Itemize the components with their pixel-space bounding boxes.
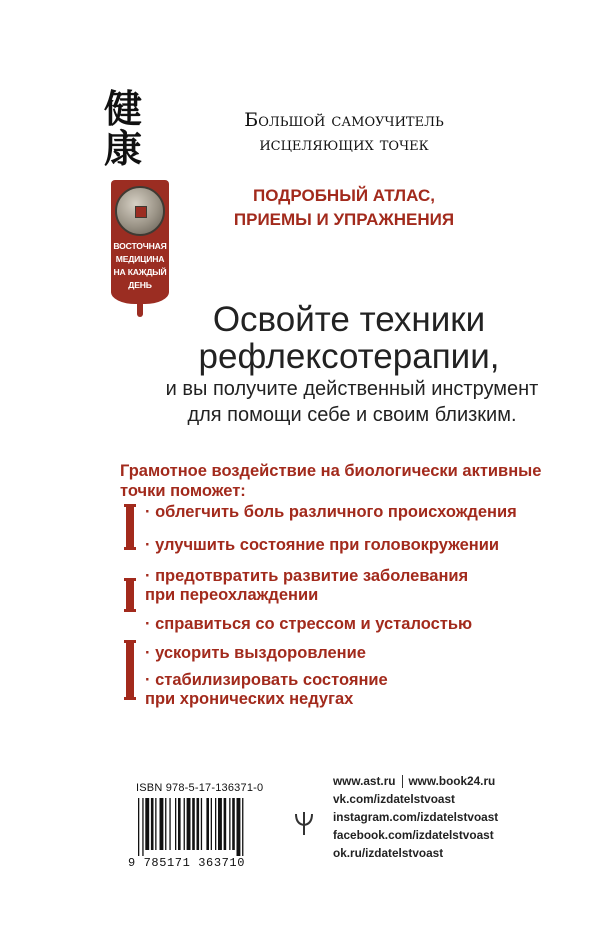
publisher-links <box>333 772 573 862</box>
headline-line-2: рефлексотерапии, <box>198 337 500 376</box>
badge-text: ВОСТОЧНАЯ МЕДИЦИНА НА КАЖДЫЙ ДЕНЬ <box>113 241 167 290</box>
link-facebook[interactable]: facebook.com/izdatelstvoast <box>333 828 494 842</box>
isbn-label: ISBN 978-5-17-136371-0 <box>136 782 264 794</box>
link-ast-site[interactable]: www.ast.ru <box>333 774 396 788</box>
series-badge <box>111 180 169 304</box>
link-ok[interactable]: ok.ru/izdatelstvoast <box>333 846 444 860</box>
logo-character-wellbeing: 康 <box>104 126 143 171</box>
link-vk[interactable]: vk.com/izdatelstvoast <box>333 792 455 806</box>
barcode-number: 9 785171 363710 <box>128 856 246 870</box>
decor-bar <box>126 640 134 700</box>
subline-line-1: и вы получите действенный инструмент <box>165 378 539 400</box>
benefit-item: · облегчить боль различного происхождения <box>145 503 517 521</box>
series-title: Большой самоучитель исцеляющих точек <box>244 109 444 155</box>
coin-icon <box>115 186 165 236</box>
logo-character-health: 健 <box>104 86 143 131</box>
link-book24-site[interactable]: www.book24.ru <box>408 774 496 788</box>
decor-bar <box>126 504 134 550</box>
link-instagram[interactable]: instagram.com/izdatelstvoast <box>333 810 499 824</box>
benefit-item: · ускорить выздоровление <box>145 644 366 662</box>
benefit-item: · улучшить состояние при головокружении <box>145 536 500 554</box>
benefit-item: · справиться со стрессом и усталостью <box>145 615 473 633</box>
decor-bar <box>126 578 134 612</box>
book-subtitle: ПОДРОБНЫЙ АТЛАС, ПРИЕМЫ И УПРАЖНЕНИЯ <box>233 186 455 229</box>
badge-tail <box>137 303 143 317</box>
benefits-intro: Грамотное воздействие на биологически активные точки поможет: <box>120 462 542 500</box>
barcode <box>136 798 286 856</box>
benefit-item: · стабилизировать состояние при хронических недугах <box>145 671 388 708</box>
headline-line-1: Освойте техники <box>212 300 486 339</box>
publisher-logo-icon <box>293 810 315 836</box>
subline-line-2: для помощи себе и своим близким. <box>187 404 517 426</box>
divider <box>402 775 403 788</box>
benefit-item: · предотвратить развитие заболевания при переохлаждении <box>145 567 469 604</box>
